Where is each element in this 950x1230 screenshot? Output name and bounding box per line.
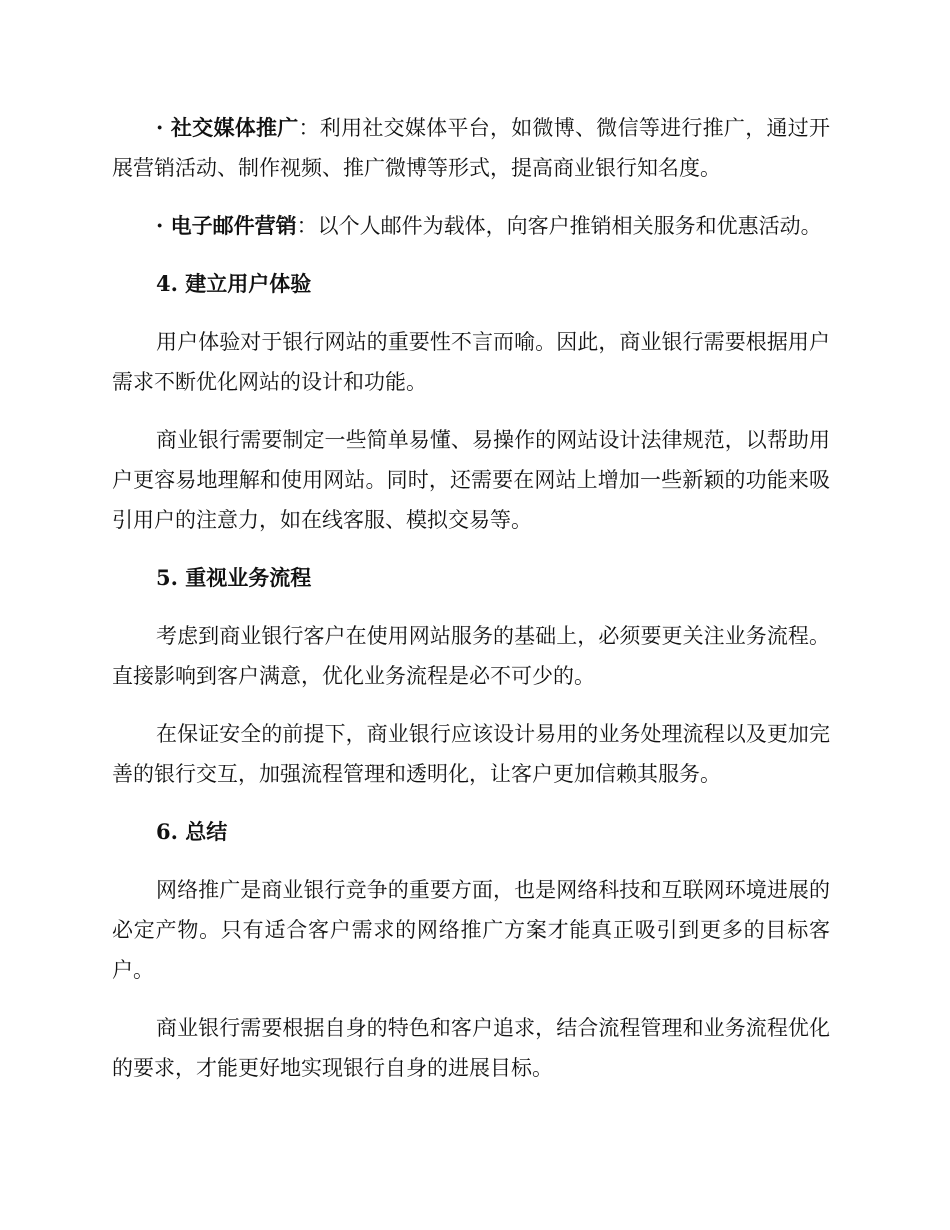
body-paragraph: 网络推广是商业银行竞争的重要方面，也是网络科技和互联网环境进展的必定产物。只有适合客户需求的网络推广方案才能真正吸引到更多的目标客户。 <box>112 878 830 982</box>
section-heading-summary: 6. 总结 <box>156 819 228 844</box>
bullet-body-text: ：利用社交媒体平台，如微博、微信等进行推广，通过开展营销活动、制作视频、推广微博等形式，提高商业银行知名度。 <box>112 116 831 180</box>
bullet-item-email-marketing <box>112 206 830 246</box>
body-paragraph: 考虑到商业银行客户在使用网站服务的基础上，必须要更关注业务流程。直接影响到客户满意，优化业务流程是必不可少的。 <box>112 624 830 688</box>
bullet-lead-text: 电子邮件营销 <box>170 213 297 238</box>
body-paragraph: 用户体验对于银行网站的重要性不言而喻。因此，商业银行需要根据用户需求不断优化网站的设计和功能。 <box>112 330 830 394</box>
bullet-lead-text: 社交媒体推广 <box>170 115 299 140</box>
bullet-body-text: ：以个人邮件为载体，向客户推销相关服务和优惠活动。 <box>296 214 822 238</box>
body-paragraph: 商业银行需要根据自身的特色和客户追求，结合流程管理和业务流程优化的要求，才能更好地实现银行自身的进展目标。 <box>112 1016 830 1080</box>
section-heading-business-process: 5. 重视业务流程 <box>156 565 312 590</box>
section-heading-user-experience: 4. 建立用户体验 <box>156 271 312 296</box>
body-paragraph: 在保证安全的前提下，商业银行应该设计易用的业务处理流程以及更加完善的银行交互，加强流程管理和透明化，让客户更加信赖其服务。 <box>112 722 830 786</box>
document-page <box>112 108 830 1106</box>
bullet-item-social-media <box>112 108 830 188</box>
body-paragraph: 商业银行需要制定一些简单易懂、易操作的网站设计法律规范，以帮助用户更容易地理解和使用网站。同时，还需要在网站上增加一些新颖的功能来吸引用户的注意力，如在线客服、模拟交易等。 <box>112 428 830 532</box>
bullet-marker: · <box>156 115 164 140</box>
bullet-marker: · <box>156 213 164 238</box>
